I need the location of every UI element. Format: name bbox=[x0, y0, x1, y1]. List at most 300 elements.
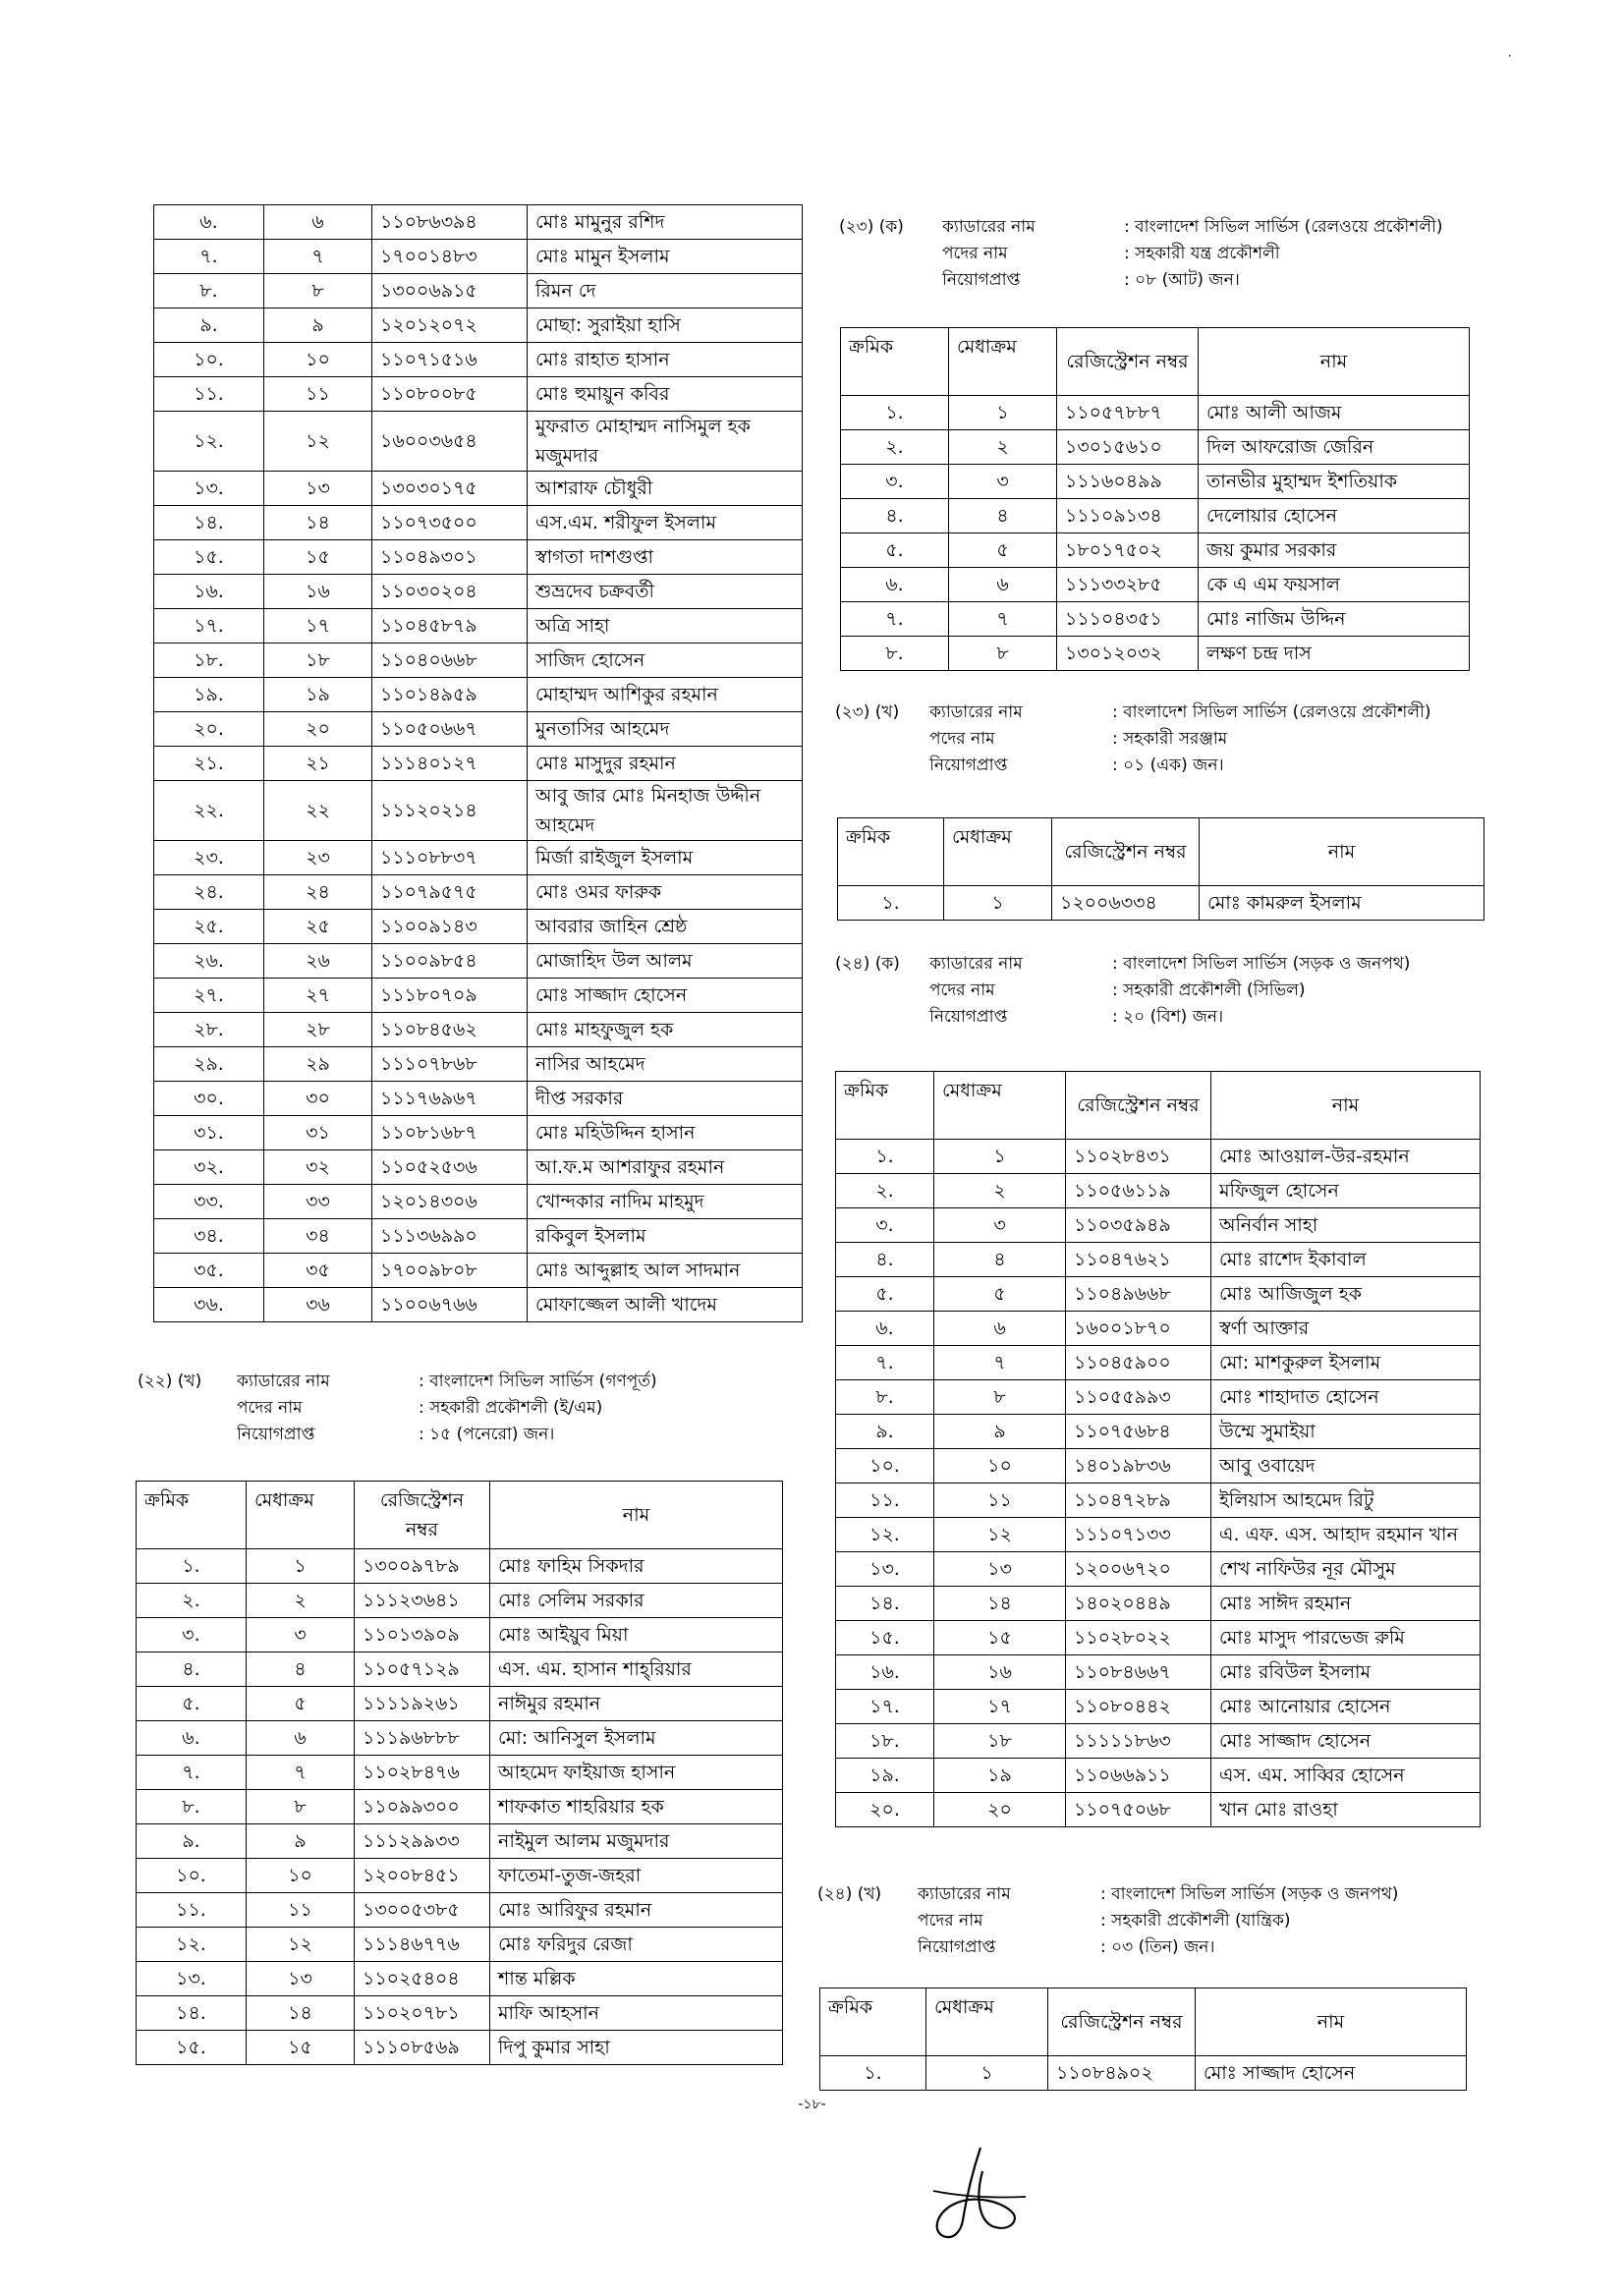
results-table-body bbox=[820, 2056, 1467, 2091]
merit-cell: ৯ bbox=[934, 1415, 1066, 1449]
section-23kha-info bbox=[835, 700, 1503, 780]
merit-cell: ১৩ bbox=[934, 1552, 1066, 1587]
merit-cell: ১০ bbox=[934, 1449, 1066, 1484]
registration-cell: ১১০২০৭৮১ bbox=[355, 1996, 490, 2031]
merit-cell: ৬ bbox=[949, 568, 1057, 602]
header-registration: রেজিস্ট্রেশন নম্বর bbox=[1066, 1072, 1211, 1140]
merit-cell: ১৮ bbox=[264, 644, 372, 678]
name-cell: নাসির আহমেদ bbox=[528, 1047, 803, 1082]
name-cell: মোঃ আনোয়ার হোসেন bbox=[1211, 1690, 1481, 1724]
serial-cell: ১১. bbox=[137, 1893, 247, 1928]
table-row bbox=[836, 1174, 1481, 1208]
table-row bbox=[836, 1140, 1481, 1174]
table-row bbox=[154, 609, 803, 644]
merit-cell: ৭ bbox=[934, 1346, 1066, 1380]
merit-cell: ২ bbox=[247, 1584, 355, 1618]
serial-cell: ২৩. bbox=[154, 841, 264, 875]
name-cell: এ. এফ. এস. আহাদ রহমান খান bbox=[1211, 1518, 1481, 1552]
name-cell: আবু ওবায়েদ bbox=[1211, 1449, 1481, 1484]
name-cell: মোঃ আরিফুর রহমান bbox=[490, 1893, 783, 1928]
registration-cell: ১১০৪৫৯০০ bbox=[1066, 1346, 1211, 1380]
registration-cell: ১৩০৩০১৭৫ bbox=[372, 472, 528, 506]
serial-cell: ১৮. bbox=[154, 644, 264, 678]
header-merit: মেধাক্রম bbox=[247, 1482, 355, 1549]
merit-cell: ৮ bbox=[949, 637, 1057, 671]
table-row bbox=[154, 308, 803, 343]
registration-cell: ১১০০৯১৪৩ bbox=[372, 910, 528, 944]
name-cell: নাইমুল আলম মজুমদার bbox=[490, 1824, 783, 1859]
serial-cell: ২৬. bbox=[154, 944, 264, 979]
registration-cell: ১৩০১২০৩২ bbox=[1057, 637, 1199, 671]
name-cell: মাফি আহসান bbox=[490, 1996, 783, 2031]
table-row bbox=[841, 602, 1470, 637]
table-row bbox=[137, 1687, 783, 1721]
table-row bbox=[137, 1584, 783, 1618]
registration-cell: ১১১৪৬৭৭৬ bbox=[355, 1928, 490, 1962]
name-cell: মোঃ আইয়ুব মিয়া bbox=[490, 1618, 783, 1652]
table-row bbox=[137, 1859, 783, 1893]
name-cell: তানভীর মুহাম্মদ ইশতিয়াক bbox=[1199, 465, 1470, 499]
results-table-24kha bbox=[819, 1988, 1467, 2091]
serial-cell: ১৫. bbox=[836, 1621, 934, 1655]
registration-cell: ১১১২০২১৪ bbox=[372, 781, 528, 841]
registration-cell: ১২০০৬৭২০ bbox=[1066, 1552, 1211, 1587]
name-cell: উম্মে সুমাইয়া bbox=[1211, 1415, 1481, 1449]
section-23ka-info bbox=[839, 214, 1507, 295]
table-row bbox=[154, 944, 803, 979]
registration-cell: ১১০৭৯৫৭৫ bbox=[372, 875, 528, 910]
section-24ka-table-wrap bbox=[835, 1071, 1481, 1827]
post-value: : সহকারী প্রকৌশলী (যান্ত্রিক) bbox=[1100, 1911, 1291, 1931]
section-code: (২৪) (খ) bbox=[817, 1884, 882, 1904]
header-serial: ক্রমিক bbox=[137, 1482, 247, 1549]
corner-mark: ʼ bbox=[1508, 54, 1512, 65]
appointed-value: : ০১ (এক) জন। bbox=[1112, 756, 1224, 775]
post-label: পদের নাম bbox=[929, 729, 995, 749]
serial-cell: ১১. bbox=[836, 1484, 934, 1518]
merit-cell: ১০ bbox=[247, 1859, 355, 1893]
section-code: (২৩) (ক) bbox=[839, 217, 904, 237]
header-merit: মেধাক্রম bbox=[949, 328, 1057, 396]
serial-cell: ৭. bbox=[841, 602, 949, 637]
registration-cell: ১৩০০৬৯১৫ bbox=[372, 274, 528, 308]
serial-cell: ২১. bbox=[154, 747, 264, 781]
registration-cell: ১১১০৪৩৫১ bbox=[1057, 602, 1199, 637]
results-table-body bbox=[137, 1549, 783, 2065]
merit-cell: ১৪ bbox=[934, 1587, 1066, 1621]
table-row bbox=[154, 274, 803, 308]
registration-cell: ১১০৩০২০৪ bbox=[372, 575, 528, 609]
merit-cell: ৫ bbox=[247, 1687, 355, 1721]
registration-cell: ১১০৬৬৯১১ bbox=[1066, 1759, 1211, 1793]
name-cell: মোঃ ওমর ফারুক bbox=[528, 875, 803, 910]
merit-cell: ১০ bbox=[264, 343, 372, 377]
table-row bbox=[841, 499, 1470, 533]
table-row bbox=[836, 1449, 1481, 1484]
section-23kha-table-wrap bbox=[837, 817, 1484, 921]
header-serial: ক্রমিক bbox=[841, 328, 949, 396]
name-cell: মোঃ মাসুদ পারভেজ রুমি bbox=[1211, 1621, 1481, 1655]
serial-cell: ১৪. bbox=[836, 1587, 934, 1621]
merit-cell: ৩০ bbox=[264, 1082, 372, 1116]
merit-cell: ২৪ bbox=[264, 875, 372, 910]
serial-cell: ১৪. bbox=[137, 1996, 247, 2031]
merit-cell: ৭ bbox=[949, 602, 1057, 637]
registration-cell: ১৪০১৯৮৩৬ bbox=[1066, 1449, 1211, 1484]
header-merit: মেধাক্রম bbox=[934, 1072, 1066, 1140]
registration-cell: ১৬০০১৮৭০ bbox=[1066, 1312, 1211, 1346]
serial-cell: ৫. bbox=[836, 1277, 934, 1312]
serial-cell: ২২. bbox=[154, 781, 264, 841]
name-cell: মো: আনিসুল ইসলাম bbox=[490, 1721, 783, 1756]
merit-cell: ২৭ bbox=[264, 979, 372, 1013]
table-row bbox=[820, 2056, 1467, 2091]
section-23ka-table-wrap bbox=[840, 327, 1470, 671]
post-label: পদের নাম bbox=[237, 1398, 303, 1418]
registration-cell: ১১০৮৬৩৯৪ bbox=[372, 205, 528, 240]
serial-cell: ৩৪. bbox=[154, 1219, 264, 1254]
registration-cell: ১২০০৬৩৩৪ bbox=[1052, 886, 1200, 921]
serial-cell: ২. bbox=[137, 1584, 247, 1618]
registration-cell: ১১০১৪৯৫৯ bbox=[372, 678, 528, 712]
name-cell: জয় কুমার সরকার bbox=[1199, 533, 1470, 568]
header-serial: ক্রমিক bbox=[838, 818, 944, 886]
cadre-label: ক্যাডারের নাম bbox=[942, 217, 1036, 237]
table-row bbox=[154, 506, 803, 540]
name-cell: মোঃ কামরুল ইসলাম bbox=[1200, 886, 1484, 921]
registration-cell: ১১১৩৩২৮৫ bbox=[1057, 568, 1199, 602]
serial-cell: ৩৬. bbox=[154, 1288, 264, 1322]
name-cell: শাফকাত শাহরিয়ার হক bbox=[490, 1790, 783, 1824]
table-row bbox=[841, 430, 1470, 465]
registration-cell: ১১০০৬৭৬৬ bbox=[372, 1288, 528, 1322]
post-value: : সহকারী প্রকৌশলী (ই/এম) bbox=[419, 1398, 603, 1418]
name-cell: মোঃ মহিউদ্দিন হাসান bbox=[528, 1116, 803, 1150]
merit-cell: ১ bbox=[934, 1140, 1066, 1174]
results-table-body bbox=[836, 1140, 1481, 1827]
cadre-value: : বাংলাদেশ সিভিল সার্ভিস (সড়ক ও জনপথ) bbox=[1100, 1884, 1399, 1904]
appointed-label: নিয়োগপ্রাপ্ত bbox=[918, 1937, 996, 1957]
name-cell: মোঃ মাহফুজুল হক bbox=[528, 1013, 803, 1047]
name-cell: নাঈমুর রহমান bbox=[490, 1687, 783, 1721]
serial-cell: ৩৩. bbox=[154, 1185, 264, 1219]
serial-cell: ১২. bbox=[137, 1928, 247, 1962]
serial-cell: ১৯. bbox=[836, 1759, 934, 1793]
merit-cell: ৮ bbox=[247, 1790, 355, 1824]
name-cell: সাজিদ হোসেন bbox=[528, 644, 803, 678]
merit-cell: ১১ bbox=[264, 377, 372, 412]
name-cell: মোঃ আলী আজম bbox=[1199, 396, 1470, 430]
post-value: : সহকারী যন্ত্র প্রকৌশলী bbox=[1124, 244, 1280, 263]
table-row bbox=[137, 1996, 783, 2031]
serial-cell: ১৩. bbox=[836, 1552, 934, 1587]
name-cell: দিল আফরোজ জেরিন bbox=[1199, 430, 1470, 465]
header-serial: ক্রমিক bbox=[820, 1988, 926, 2056]
registration-cell: ১১০৫০৬৬৭ bbox=[372, 712, 528, 747]
registration-cell: ১১০২৮০২২ bbox=[1066, 1621, 1211, 1655]
serial-cell: ১০. bbox=[137, 1859, 247, 1893]
table-row bbox=[154, 205, 803, 240]
name-cell: মির্জা রাইজুল ইসলাম bbox=[528, 841, 803, 875]
registration-cell: ১১০৪৭৬২১ bbox=[1066, 1243, 1211, 1277]
registration-cell: ১১০৯৯৩০০ bbox=[355, 1790, 490, 1824]
merit-cell: ৩৫ bbox=[264, 1254, 372, 1288]
name-cell: দেলোয়ার হোসেন bbox=[1199, 499, 1470, 533]
appointed-value: : ০৩ (তিন) জন। bbox=[1100, 1937, 1215, 1957]
registration-cell: ১১১০৭১৩৩ bbox=[1066, 1518, 1211, 1552]
name-cell: দিপু কুমার সাহা bbox=[490, 2031, 783, 2065]
header-name: নাম bbox=[490, 1482, 783, 1549]
table-row bbox=[836, 1759, 1481, 1793]
serial-cell: ৫. bbox=[137, 1687, 247, 1721]
name-cell: মোঃ রাশেদ ইকাবাল bbox=[1211, 1243, 1481, 1277]
serial-cell: ৮. bbox=[841, 637, 949, 671]
serial-cell: ৬. bbox=[836, 1312, 934, 1346]
merit-cell: ১৮ bbox=[934, 1724, 1066, 1759]
name-cell: এস. এম. সাব্বির হোসেন bbox=[1211, 1759, 1481, 1793]
registration-cell: ১১০০৯৮৫৪ bbox=[372, 944, 528, 979]
name-cell: মো: মাশকুরুল ইসলাম bbox=[1211, 1346, 1481, 1380]
merit-cell: ১ bbox=[949, 396, 1057, 430]
merit-cell: ২০ bbox=[934, 1793, 1066, 1827]
name-cell: মোঃ রবিউল ইসলাম bbox=[1211, 1655, 1481, 1690]
serial-cell: ১৪. bbox=[154, 506, 264, 540]
name-cell: আহমেদ ফাইয়াজ হাসান bbox=[490, 1756, 783, 1790]
registration-cell: ১৩০০৫৩৮৫ bbox=[355, 1893, 490, 1928]
merit-cell: ১২ bbox=[247, 1928, 355, 1962]
table-row bbox=[836, 1690, 1481, 1724]
merit-cell: ১৫ bbox=[247, 2031, 355, 2065]
merit-cell: ১৭ bbox=[934, 1690, 1066, 1724]
registration-cell: ১৮০১৭৫০২ bbox=[1057, 533, 1199, 568]
merit-cell: ৫ bbox=[949, 533, 1057, 568]
merit-cell: ২৮ bbox=[264, 1013, 372, 1047]
serial-cell: ৩. bbox=[841, 465, 949, 499]
merit-cell: ৩ bbox=[934, 1208, 1066, 1243]
table-row bbox=[836, 1346, 1481, 1380]
registration-cell: ১১০৭১৫১৬ bbox=[372, 343, 528, 377]
registration-cell: ১১০৫৭৮৮৭ bbox=[1057, 396, 1199, 430]
table-row bbox=[836, 1621, 1481, 1655]
table-row bbox=[836, 1277, 1481, 1312]
serial-cell: ৪. bbox=[137, 1652, 247, 1687]
header-name: নাম bbox=[1200, 818, 1484, 886]
merit-cell: ১৬ bbox=[934, 1655, 1066, 1690]
registration-cell: ১৩০০৯৭৮৯ bbox=[355, 1549, 490, 1584]
registration-cell: ১১০৮০০৮৫ bbox=[372, 377, 528, 412]
serial-cell: ১৫. bbox=[137, 2031, 247, 2065]
table-row bbox=[137, 1962, 783, 1996]
merit-cell: ১৪ bbox=[264, 506, 372, 540]
table-row bbox=[836, 1484, 1481, 1518]
table-row bbox=[154, 1116, 803, 1150]
registration-cell: ১১০২৮৪৭৬ bbox=[355, 1756, 490, 1790]
cadre-value: : বাংলাদেশ সিভিল সার্ভিস (রেলওয়ে প্রকৌশলী) bbox=[1124, 217, 1443, 237]
registration-cell: ১৭০০১৪৮৩ bbox=[372, 240, 528, 274]
table-row bbox=[137, 1790, 783, 1824]
serial-cell: ৪. bbox=[836, 1243, 934, 1277]
merit-cell: ৯ bbox=[264, 308, 372, 343]
merit-cell: ১৩ bbox=[264, 472, 372, 506]
table-row bbox=[154, 1254, 803, 1288]
name-cell: ফাতেমা-তুজ-জহরা bbox=[490, 1859, 783, 1893]
name-cell: মোঃ রাহাত হাসান bbox=[528, 343, 803, 377]
serial-cell: ৫. bbox=[841, 533, 949, 568]
merit-cell: ৩ bbox=[247, 1618, 355, 1652]
registration-cell: ১১০৭৫০৬৮ bbox=[1066, 1793, 1211, 1827]
appointed-value: : ১৫ (পনেরো) জন। bbox=[419, 1425, 555, 1444]
table-row bbox=[154, 343, 803, 377]
merit-cell: ৩২ bbox=[264, 1150, 372, 1185]
name-cell: মোজাহিদ উল আলম bbox=[528, 944, 803, 979]
name-cell: আ.ফ.ম আশরাফুর রহমান bbox=[528, 1150, 803, 1185]
registration-cell: ১১০৭৩৫০০ bbox=[372, 506, 528, 540]
registration-cell: ১১১০৮৮৩৭ bbox=[372, 841, 528, 875]
serial-cell: ২. bbox=[836, 1174, 934, 1208]
registration-cell: ১১১৭৬৯৬৭ bbox=[372, 1082, 528, 1116]
serial-cell: ৮. bbox=[836, 1380, 934, 1415]
serial-cell: ১৩. bbox=[154, 472, 264, 506]
registration-cell: ১১০২৮৪৩১ bbox=[1066, 1140, 1211, 1174]
serial-cell: ৬. bbox=[154, 205, 264, 240]
section-code: (২২) (খ) bbox=[138, 1372, 202, 1391]
serial-cell: ২৭. bbox=[154, 979, 264, 1013]
merit-cell: ১৯ bbox=[934, 1759, 1066, 1793]
merit-cell: ১২ bbox=[934, 1518, 1066, 1552]
table-row bbox=[137, 1618, 783, 1652]
table-row bbox=[836, 1208, 1481, 1243]
registration-cell: ১১১৪০১২৭ bbox=[372, 747, 528, 781]
table-row bbox=[841, 568, 1470, 602]
name-cell: খোন্দকার নাদিম মাহমুদ bbox=[528, 1185, 803, 1219]
merit-cell: ২১ bbox=[264, 747, 372, 781]
table-row bbox=[137, 1928, 783, 1962]
name-cell: অনির্বান সাহা bbox=[1211, 1208, 1481, 1243]
merit-cell: ১৫ bbox=[264, 540, 372, 575]
name-cell: শেখ নাফিউর নূর মৌসুম bbox=[1211, 1552, 1481, 1587]
serial-cell: ২০. bbox=[836, 1793, 934, 1827]
table-row bbox=[836, 1415, 1481, 1449]
serial-cell: ১৮. bbox=[836, 1724, 934, 1759]
results-table-22kha bbox=[136, 1481, 783, 2065]
name-cell: মোঃ ফাহিম সিকদার bbox=[490, 1549, 783, 1584]
name-cell: এস. এম. হাসান শাহ্‌রিয়ার bbox=[490, 1652, 783, 1687]
merit-cell: ১২ bbox=[264, 412, 372, 472]
serial-cell: ২৫. bbox=[154, 910, 264, 944]
merit-cell: ৩৪ bbox=[264, 1219, 372, 1254]
name-cell: মোঃ আব্দুল্লাহ আল সাদমান bbox=[528, 1254, 803, 1288]
name-cell: মোঃ আওয়াল-উর-রহমান bbox=[1211, 1140, 1481, 1174]
name-cell: অত্রি সাহা bbox=[528, 609, 803, 644]
name-cell: মোঃ মাসুদুর রহমান bbox=[528, 747, 803, 781]
merit-cell: ২৯ bbox=[264, 1047, 372, 1082]
name-cell: কে এ এম ফয়সাল bbox=[1199, 568, 1470, 602]
name-cell: আবরার জাহিন শ্রেষ্ঠ bbox=[528, 910, 803, 944]
section-24kha-table-wrap bbox=[819, 1988, 1467, 2091]
table-row bbox=[137, 1549, 783, 1584]
merit-cell: ৭ bbox=[264, 240, 372, 274]
table-row bbox=[154, 472, 803, 506]
results-table-24ka bbox=[835, 1071, 1481, 1827]
table-row bbox=[836, 1587, 1481, 1621]
registration-cell: ১১০৪৯৬৬৮ bbox=[1066, 1277, 1211, 1312]
appointed-label: নিয়োগপ্রাপ্ত bbox=[929, 756, 1008, 775]
header-serial: ক্রমিক bbox=[836, 1072, 934, 1140]
name-cell: মোঃ মামুন ইসলাম bbox=[528, 240, 803, 274]
name-cell: মুনতাসির আহমেদ bbox=[528, 712, 803, 747]
serial-cell: ৩১. bbox=[154, 1116, 264, 1150]
registration-cell: ১২০১২০৭২ bbox=[372, 308, 528, 343]
registration-cell: ১১০৮০৪৪২ bbox=[1066, 1690, 1211, 1724]
cadre-label: ক্যাডারের নাম bbox=[929, 702, 1023, 722]
table-row bbox=[137, 1756, 783, 1790]
section-code: (২৪) (ক) bbox=[835, 954, 900, 974]
serial-cell: ১৭. bbox=[154, 609, 264, 644]
registration-cell: ১১০৮৪৯০২ bbox=[1048, 2056, 1196, 2091]
serial-cell: ৩. bbox=[137, 1618, 247, 1652]
table-row bbox=[841, 533, 1470, 568]
table-row bbox=[154, 1082, 803, 1116]
registration-cell: ১১০৪৫৮৭৯ bbox=[372, 609, 528, 644]
merit-cell: ৩১ bbox=[264, 1116, 372, 1150]
results-table-23ka bbox=[840, 327, 1470, 671]
serial-cell: ১. bbox=[836, 1140, 934, 1174]
registration-cell: ১১১০৯১৩৪ bbox=[1057, 499, 1199, 533]
table-row bbox=[841, 637, 1470, 671]
merit-cell: ১৫ bbox=[934, 1621, 1066, 1655]
name-cell: স্বাগতা দাশগুপ্তা bbox=[528, 540, 803, 575]
merit-cell: ৮ bbox=[934, 1380, 1066, 1415]
registration-cell: ১১১৮০৭০৯ bbox=[372, 979, 528, 1013]
merit-cell: ২ bbox=[934, 1174, 1066, 1208]
serial-cell: ৯. bbox=[836, 1415, 934, 1449]
header-registration: রেজিস্ট্রেশন নম্বর bbox=[1057, 328, 1199, 396]
section-22kha-table-wrap bbox=[136, 1481, 783, 2065]
registration-cell: ১১০৪৭২৮৯ bbox=[1066, 1484, 1211, 1518]
name-cell: মোঃ সেলিম সরকার bbox=[490, 1584, 783, 1618]
serial-cell: ১৭. bbox=[836, 1690, 934, 1724]
registration-cell: ১৩০১৫৬১০ bbox=[1057, 430, 1199, 465]
name-cell: স্বর্ণা আক্তার bbox=[1211, 1312, 1481, 1346]
serial-cell: ৪. bbox=[841, 499, 949, 533]
table-row bbox=[836, 1380, 1481, 1415]
table-row bbox=[154, 747, 803, 781]
registration-cell: ১১১০৭৮৬৮ bbox=[372, 1047, 528, 1082]
registration-cell: ১১০৫৬১১৯ bbox=[1066, 1174, 1211, 1208]
table-row bbox=[137, 1652, 783, 1687]
registration-cell: ১১০৫২৫৩৬ bbox=[372, 1150, 528, 1185]
registration-cell: ১১০৪০৬৬৮ bbox=[372, 644, 528, 678]
serial-cell: ৭. bbox=[836, 1346, 934, 1380]
registration-cell: ১১০২৫৪০৪ bbox=[355, 1962, 490, 1996]
header-registration: রেজিস্ট্রেশন নম্বর bbox=[355, 1482, 490, 1549]
table-row bbox=[137, 1824, 783, 1859]
registration-cell: ১১১১৯২৬১ bbox=[355, 1687, 490, 1721]
cadre-label: ক্যাডারের নাম bbox=[929, 954, 1023, 974]
serial-cell: ১০. bbox=[154, 343, 264, 377]
name-cell: আশরাফ চৌধুরী bbox=[528, 472, 803, 506]
name-cell: মোঃ সাজ্জাদ হোসেন bbox=[528, 979, 803, 1013]
merit-cell: ৪ bbox=[934, 1243, 1066, 1277]
serial-cell: ২৪. bbox=[154, 875, 264, 910]
merit-cell: ১৯ bbox=[264, 678, 372, 712]
name-cell: মোঃ শাহাদাত হোসেন bbox=[1211, 1380, 1481, 1415]
section-code: (২৩) (খ) bbox=[835, 702, 900, 722]
table-row bbox=[154, 1013, 803, 1047]
table-row bbox=[836, 1243, 1481, 1277]
registration-cell: ১৭০০৯৮০৮ bbox=[372, 1254, 528, 1288]
merit-cell: ১ bbox=[944, 886, 1052, 921]
